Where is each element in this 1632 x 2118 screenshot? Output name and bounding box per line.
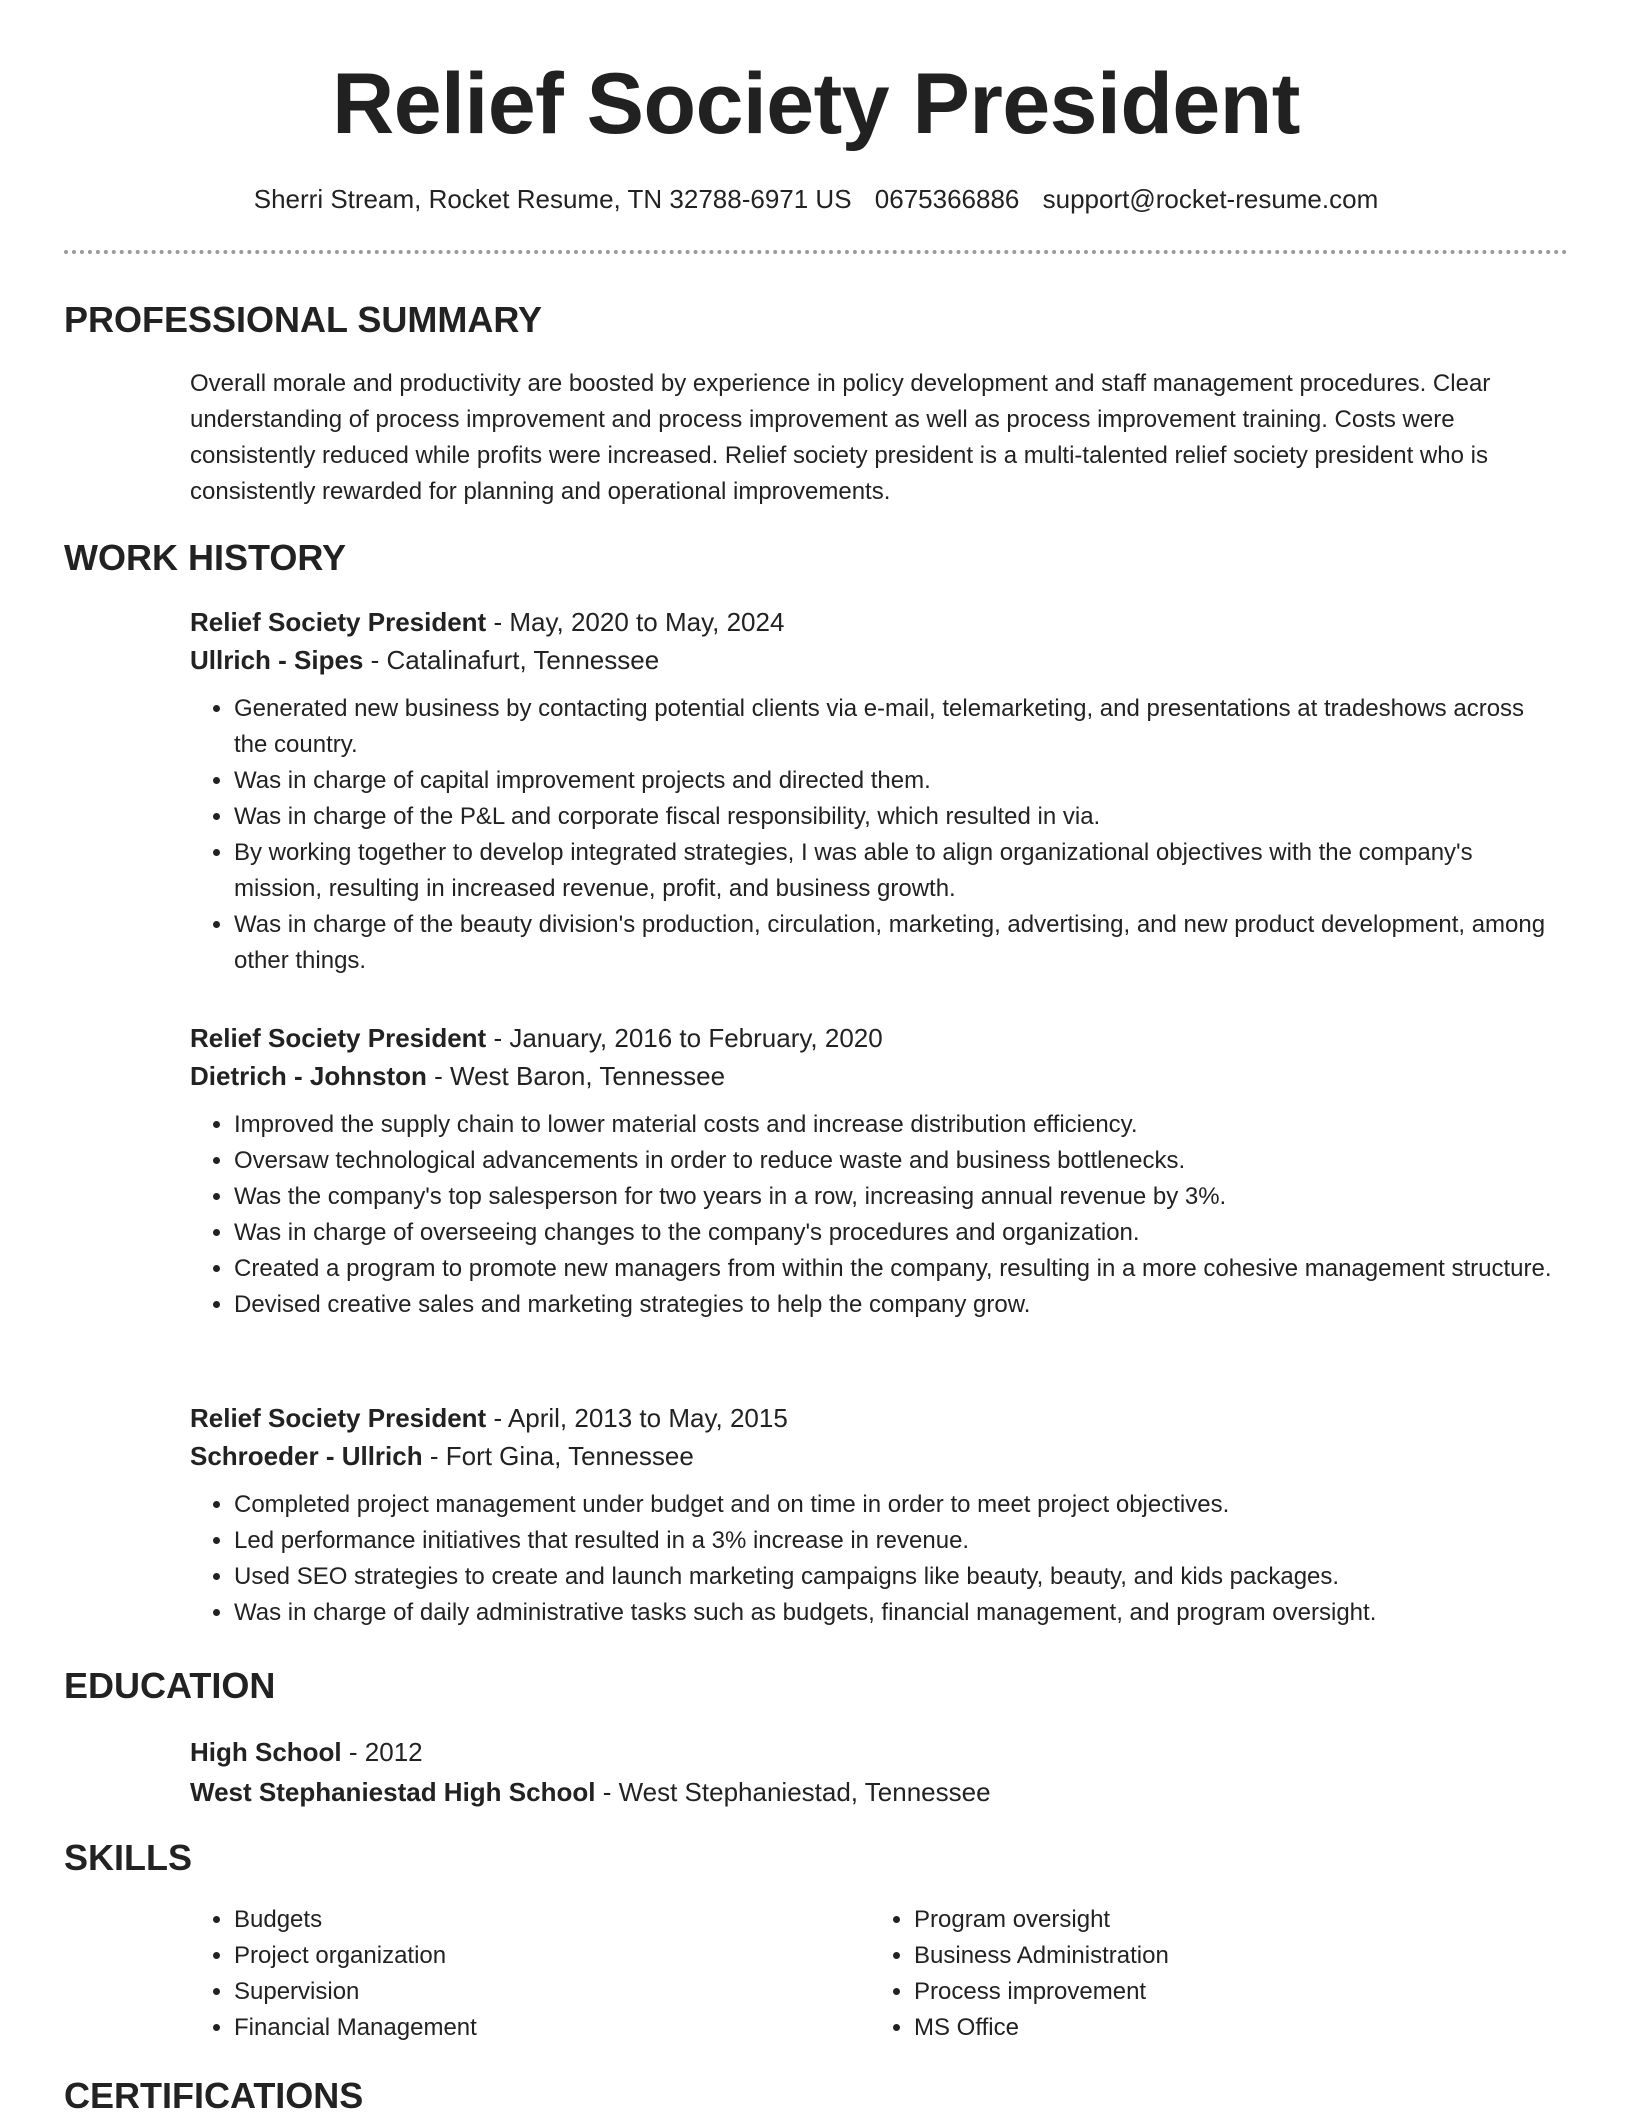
education-entry [190,1732,1560,1812]
skill-item: • MS Office [914,2010,1550,2046]
job-company: Schroeder - Ullrich [190,1441,423,1471]
education-degree-line [190,1732,1560,1772]
education-location: - West Stephaniestad, Tennessee [595,1777,991,1807]
education-heading: EDUCATION [64,1665,276,1706]
job-title: Relief Society President [190,1023,487,1053]
skill-item: • Program oversight [914,1902,1550,1938]
job-bullet: • Completed project management under budget and on time in order to meet project objectives. [234,1487,1560,1523]
job-bullet-list [190,1487,1560,1631]
certifications-heading: CERTIFICATIONS [64,2075,364,2116]
skill-item: • Process improvement [914,1974,1550,2010]
skills-grid [190,1902,1560,2046]
job-title: Relief Society President [190,607,487,637]
job-bullet: • Devised creative sales and marketing strategies to help the company grow. [234,1287,1560,1323]
job-bullet: • Led performance initiatives that resulted in a 3% increase in revenue. [234,1523,1560,1559]
job-dates: - April, 2013 to May, 2015 [486,1403,788,1433]
job-company: Dietrich - Johnston [190,1061,427,1091]
education-school-line [190,1772,1560,1812]
header-divider [64,250,1568,254]
job-company: Ullrich - Sipes [190,645,364,675]
job-entry [190,603,1560,979]
job-bullet: • By working together to develop integrated strategies, I was able to align organizational objectives with the company's mission, resulting in increased revenue, profit, and business growth. [234,835,1560,907]
job-bullet: • Was in charge of the beauty division's production, circulation, marketing, advertising, and new product development, among other things. [234,907,1560,979]
job-bullet: • Generated new business by contacting potential clients via e-mail, telemarketing, and presentations at tradeshows across the country. [234,691,1560,763]
job-bullet: • Used SEO strategies to create and launch marketing campaigns like beauty, beauty, and kids packages. [234,1559,1560,1595]
job-bullet: • Was the company's top salesperson for two years in a row, increasing annual revenue by 3%. [234,1179,1560,1215]
resume-name: Relief Society President [332,56,1300,152]
job-title-line [190,1399,1560,1437]
job-bullet: • Was in charge of the P&L and corporate fiscal responsibility, which resulted in via. [234,799,1560,835]
job-title-line [190,1019,1560,1057]
skill-item: • Supervision [234,1974,870,2010]
skill-item: • Budgets [234,1902,870,1938]
job-location: - Catalinafurt, Tennessee [363,645,660,675]
job-company-line [190,1437,1560,1475]
job-dates: - May, 2020 to May, 2024 [486,607,785,637]
contact-line [0,181,1632,217]
contact-phone[interactable]: 0675366886 [874,184,1020,214]
job-bullet: • Oversaw technological advancements in order to reduce waste and business bottlenecks. [234,1143,1560,1179]
skill-item: • Project organization [234,1938,870,1974]
job-company-line [190,641,1560,679]
summary-heading: PROFESSIONAL SUMMARY [64,299,543,340]
skills-heading: SKILLS [64,1837,193,1878]
job-dates: - January, 2016 to February, 2020 [486,1023,883,1053]
education-degree: High School [190,1737,342,1767]
job-bullet: • Was in charge of overseeing changes to the company's procedures and organization. [234,1215,1560,1251]
job-bullet: • Was in charge of daily administrative tasks such as budgets, financial management, and program oversight. [234,1595,1560,1631]
job-bullet-list [190,1107,1560,1323]
job-bullet-list [190,691,1560,979]
job-company-line [190,1057,1560,1095]
job-bullet: • Was in charge of capital improvement projects and directed them. [234,763,1560,799]
job-location: - Fort Gina, Tennessee [422,1441,694,1471]
contact-email[interactable]: support@rocket-resume.com [1042,184,1379,214]
education-year: - 2012 [341,1737,423,1767]
skills-column-left [190,1902,870,2046]
job-entry [190,1399,1560,1631]
job-bullet: • Created a program to promote new managers from within the company, resulting in a more cohesive management structure. [234,1251,1560,1287]
job-title-line [190,603,1560,641]
education-school: West Stephaniestad High School [190,1777,596,1807]
skill-item: • Financial Management [234,2010,870,2046]
skill-item: • Business Administration [914,1938,1550,1974]
contact-address: Sherri Stream, Rocket Resume, TN 32788-6971 US [253,184,852,214]
job-entry [190,1019,1560,1323]
job-title: Relief Society President [190,1403,487,1433]
skills-column-right [870,1902,1550,2046]
job-bullet: • Improved the supply chain to lower material costs and increase distribution efficiency. [234,1107,1560,1143]
job-location: - West Baron, Tennessee [426,1061,726,1091]
summary-text: Overall morale and productivity are boosted by experience in policy development and staff management procedures. Clear understanding of process improvement and process improvement as well as process improvement training. Costs were consistently reduced while profits were increased. Relief society president is a multi-talented relief society president who is consistently rewarded for planning and operational improvements. [190,370,1491,505]
work-history-heading: WORK HISTORY [64,537,347,578]
